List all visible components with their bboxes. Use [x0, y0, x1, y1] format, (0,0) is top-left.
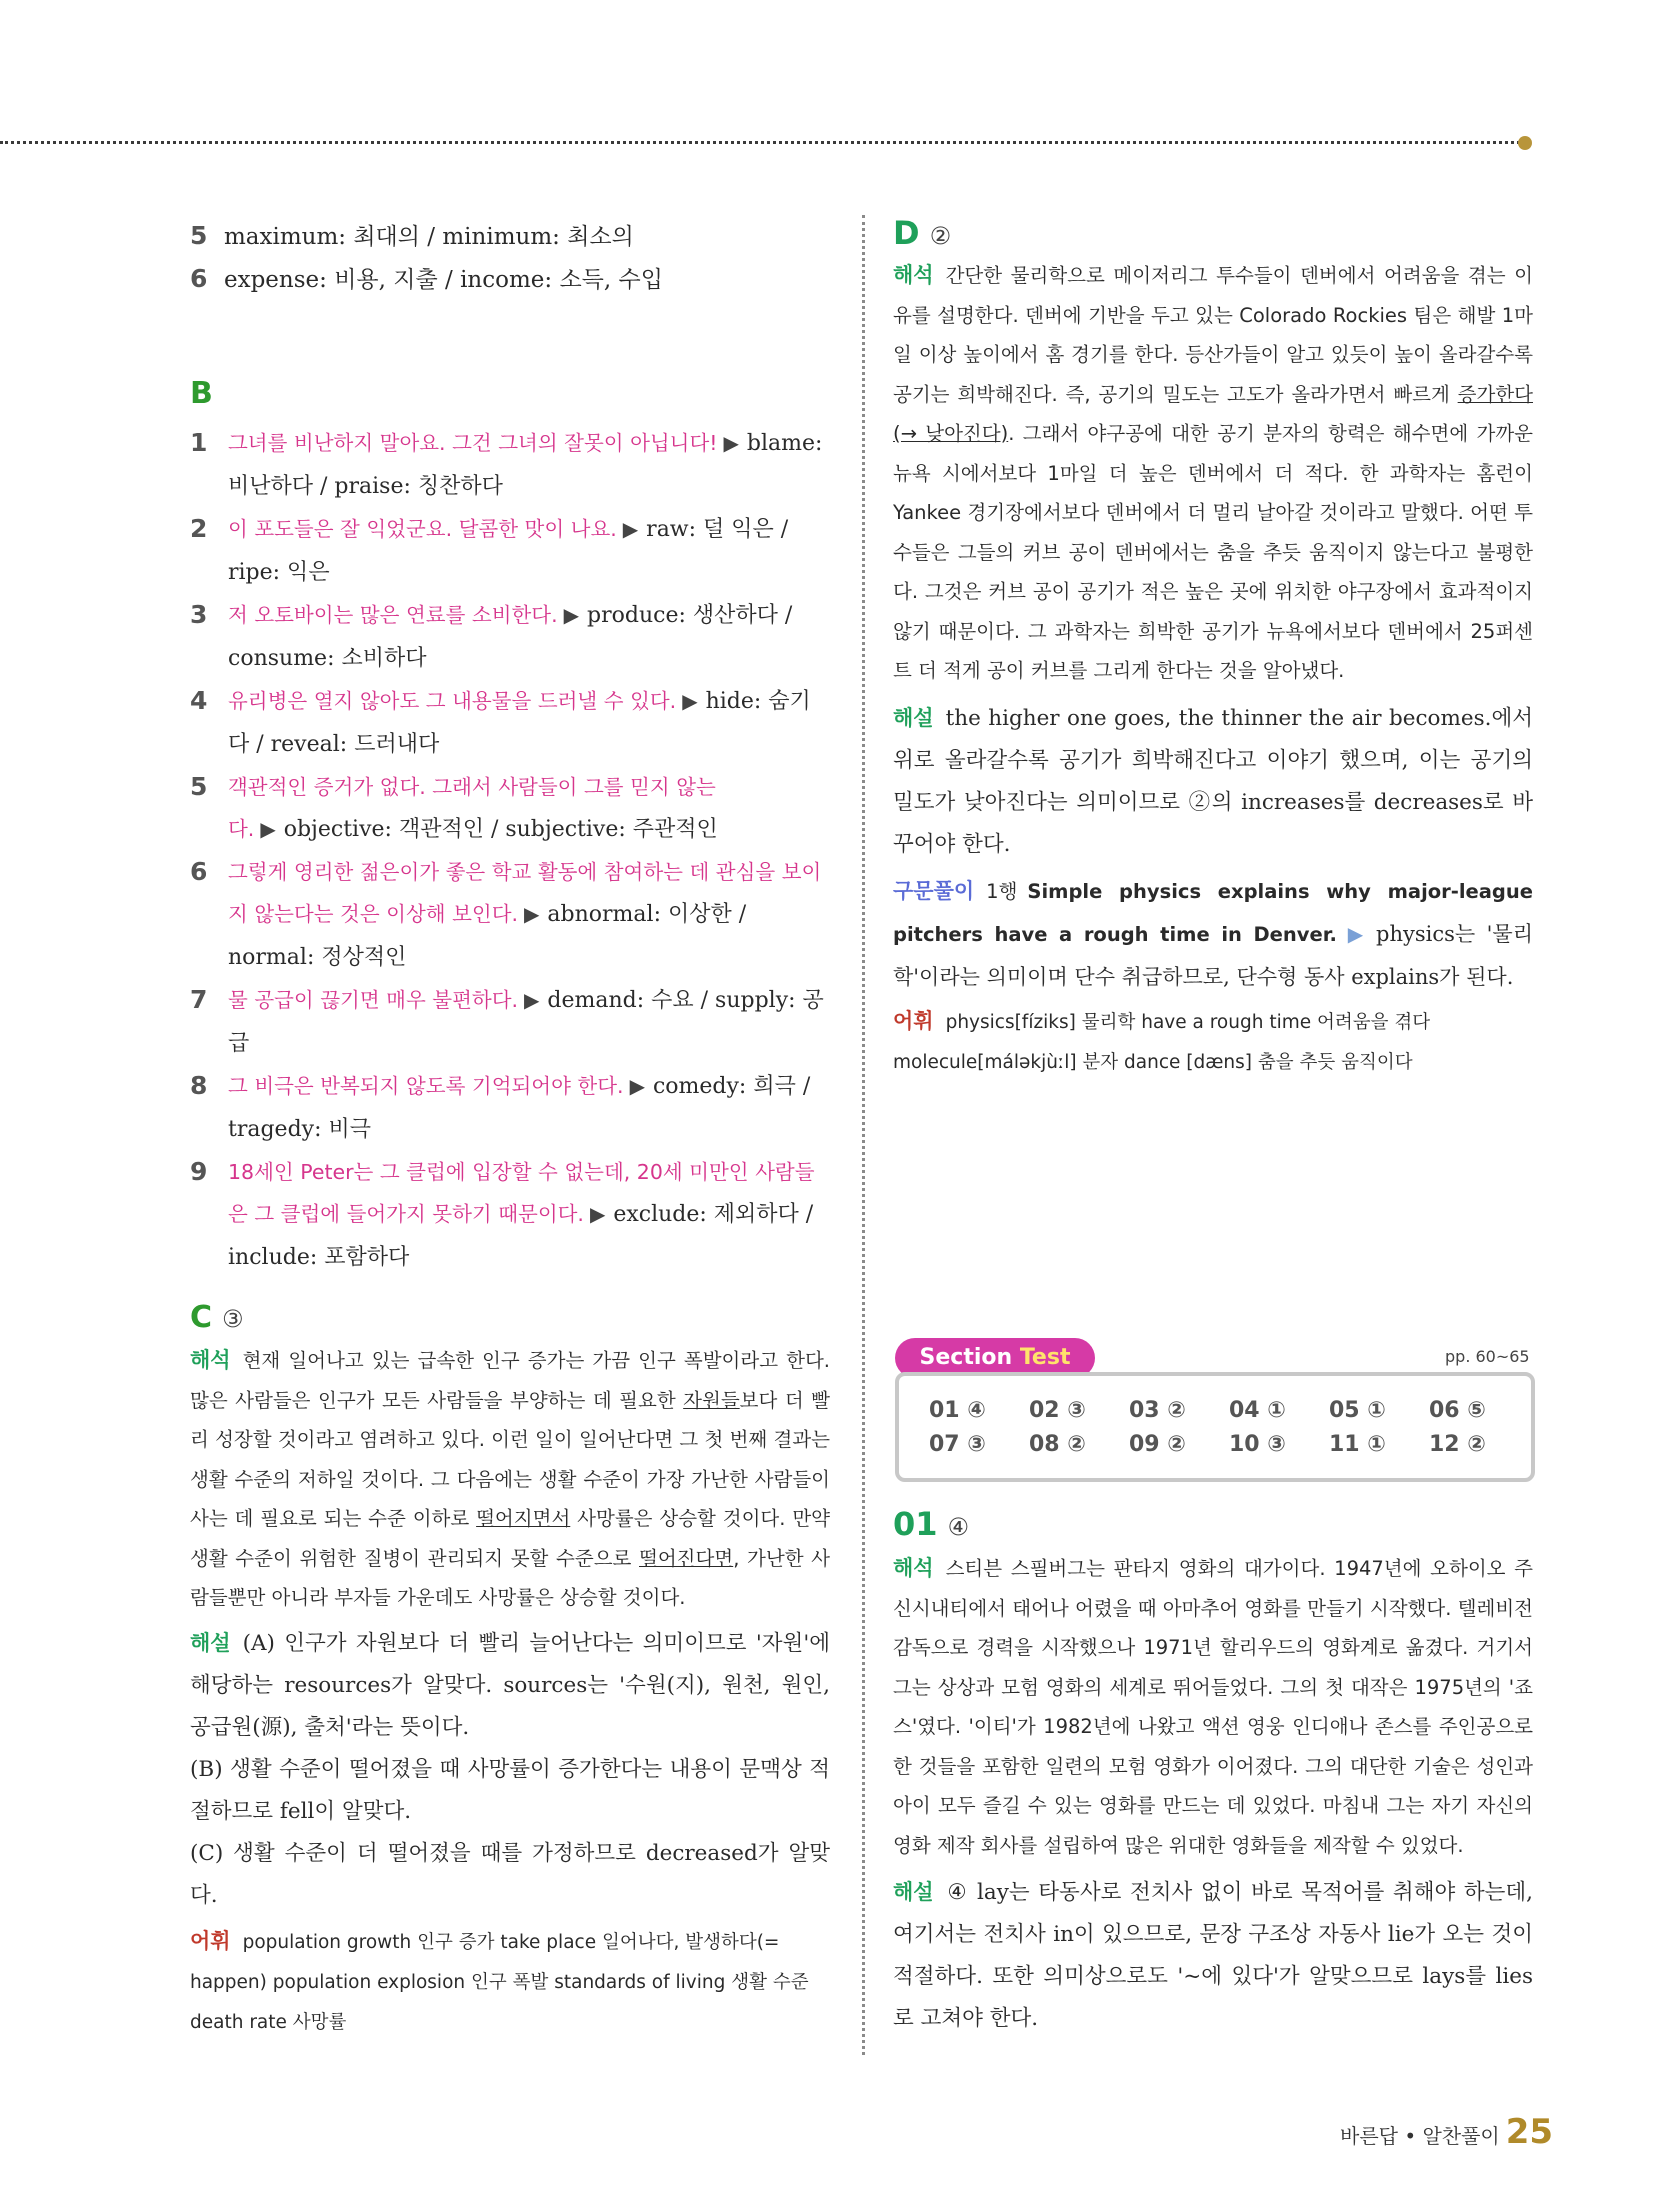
- left-column: [190, 215, 830, 301]
- section-b-item: [190, 1151, 830, 1279]
- gumun-sentence: Simple physics explains why major-league pitchers have a rough time in Denver.: [893, 879, 1533, 946]
- haeseol-underline: 자원들: [683, 1388, 740, 1412]
- item-definition: comedy: 희극 / tragedy: 비극: [228, 1074, 811, 1142]
- section-d-gumun: [893, 870, 1533, 999]
- answer-cell: 07 ③: [929, 1432, 986, 1457]
- item-definition: raw: 덜 익은 / ripe: 익은: [228, 517, 789, 585]
- answer-cell: 03 ②: [1129, 1398, 1186, 1423]
- haeseol-text: 보다 더 빨리 성장할 것이라고 염려하고 있다. 이런 일이 일어난다면 그 첫 번째 결과는 생활 수준의 저하일 것이다. 그 다음에는 생활 수준이 가장 가난한 사람들이 사는 데 필요로 되는 수준 이하로: [190, 1388, 830, 1530]
- answer-cell: 10 ③: [1229, 1432, 1286, 1457]
- section-d-answer: ②: [929, 222, 952, 250]
- footer-text: 바른답 • 알찬풀이: [1340, 2124, 1500, 2148]
- haeseol-text: , 가난한 사람들뿐만 아니라 부자들 가운데도 사망률은 상승할 것이다.: [190, 1546, 830, 1609]
- vocab-line-6: [190, 258, 830, 301]
- haeseol-text: 간단한 물리학으로 메이저리그 투수들이 덴버에서 어려움을 겪는 이유를 설명한다. 덴버에 기반을 두고 있는 Colorado Rockies 팀은 해발 1마일 이상 높이에서 홈 경기를 한다. 등산가들이 알고 있듯이 높이 올라갈수록 공기는 희박해진다. 즉, 공기의 밀도는 고도가 올라가면서 빠르게: [893, 264, 1533, 406]
- triangle-arrow-icon: ▶: [629, 1074, 645, 1098]
- explanation-c: (C) 생활 수준이 더 떨어졌을 때를 가정하므로 decreased가 알맞다.: [190, 1840, 830, 1908]
- badge-text-a: Section: [919, 1345, 1020, 1370]
- haeseol-text: . 그래서 야구공에 대한 공기 분자의 항력은 해수면에 가까운 뉴욕 시에서보다 1마일 더 높은 덴버에서 더 적다. 한 과학자는 홈런이 Yankee 경기장에서보다 덴버에서 더 멀리 날아갈 것이라고 말했다. 어떤 투수들은 그들의 커브 공이 덴버에서는 춤을 추듯 움직이지 않는다고 불평한다. 그것은 커브 공이 공기가 적은 높은 곳에 위치한 야구장에서 효과적이지 않기 때문이다. 그 과학자는 희박한 공기가 뉴욕에서보다 덴버에서 25퍼센트 더 적게 공이 커브를 그리게 한다는 것을 알아냈다.: [893, 422, 1533, 682]
- badge-text-b: Test: [1019, 1345, 1071, 1370]
- haeseol-text: 스티븐 스필버그는 판타지 영화의 대가이다. 1947년에 오하이오 주 신시내티에서 태어나 어렸을 때 아마추어 영화를 만들기 시작했다. 텔레비전 감독으로 경력을 시작했으나 1971년 할리우드의 영화계로 옮겼다. 거기서 그는 상상과 모험 영화의 세계로 뛰어들었다. 그의 첫 대작은 1975년의 '죠스'였다. '이티'가 1982년에 나왔고 액션 영웅 인디애나 존스를 주인공으로 한 것들을 포함한 일련의 모험 영화가 이어졌다. 그의 대단한 기술은 성인과 아이 모두 즐길 수 있는 영화를 만드는 데 있었다. 마침내 그는 자기 자신의 영화 제작 회사를 설립하여 많은 위대한 영화들을 제작할 수 있었다.: [893, 1557, 1533, 1857]
- haeseol-text: 사망률은 상승할 것이다. 만약 생활 수준이 위험한 질병이 관리되지 못할 수준으로: [190, 1507, 830, 1570]
- haeseol-underline: 증가한다(→ 낮아진다): [893, 382, 1533, 445]
- item-korean: 18세인 Peter는 그 클럽에 입장할 수 없는데, 20세 미만인 사람들은 그 클럽에 들어가지 못하기 때문이다.: [228, 1160, 815, 1226]
- item-number: 9: [190, 1157, 208, 1186]
- item-korean: 그렇게 영리한 젊은이가 좋은 학교 활동에 참여하는 데 관심을 보이지 않는다는 것은 이상해 보인다.: [228, 860, 822, 926]
- section-01-answer: ④: [947, 1513, 970, 1541]
- item-number: 1: [190, 428, 208, 457]
- answer-cell: 11 ①: [1329, 1432, 1386, 1457]
- answer-row-2: [929, 1428, 1529, 1462]
- section-b-item: [190, 1065, 830, 1151]
- section-c-haeseol2: [190, 1622, 830, 1749]
- section-test-pages: pp. 60~65: [1445, 1347, 1530, 1366]
- explanation-b: (B) 생활 수준이 떨어졌을 때 사망률이 증가한다는 내용이 문맥상 적절하므로 fell이 알맞다.: [190, 1756, 830, 1824]
- item-definition: exclude: 제외하다 / include: 포함하다: [228, 1202, 814, 1270]
- section-b-item: [190, 979, 830, 1065]
- item-number: 8: [190, 1071, 208, 1100]
- section-c-label: C: [190, 1300, 213, 1335]
- haeseol-label: 해석: [893, 1556, 934, 1580]
- section-c: [190, 1300, 830, 2043]
- item-definition: blame: 비난하다 / praise: 칭찬하다: [228, 431, 823, 499]
- section-01-haeseol: [893, 1549, 1533, 1865]
- triangle-arrow-icon: ▶: [1342, 921, 1368, 946]
- answer-cell: 02 ③: [1029, 1398, 1086, 1423]
- section-01-heading: [893, 1506, 1533, 1545]
- triangle-arrow-icon: ▶: [260, 817, 276, 841]
- section-01: [893, 1506, 1533, 2040]
- item-number: 2: [190, 514, 208, 543]
- item-korean: 유리병은 열지 않아도 그 내용물을 드러낼 수 있다.: [228, 689, 677, 713]
- page-number: 25: [1505, 2112, 1554, 2152]
- section-c-answer: ③: [222, 1305, 244, 1333]
- section-c-vocab: [190, 1921, 830, 2043]
- section-01-haeseol2: [893, 1871, 1533, 2040]
- item-korean: 이 포도들은 잘 익었군요. 달콤한 맛이 나요.: [228, 517, 617, 541]
- section-test-answer-box: [895, 1372, 1535, 1482]
- section-c-heading: [190, 1300, 830, 1335]
- answer-cell: 06 ⑤: [1429, 1398, 1486, 1423]
- top-dotted-rule: [0, 141, 1526, 144]
- answer-grid: [929, 1394, 1529, 1462]
- section-01-label: 01: [893, 1505, 938, 1543]
- item-korean: 객관적인 증거가 없다. 그래서 사람들이 그를 믿지 않는다.: [228, 775, 716, 841]
- item-korean: 물 공급이 끊기면 매우 불편하다.: [228, 988, 519, 1012]
- item-number: 7: [190, 985, 208, 1014]
- section-c-haeseol: [190, 1341, 830, 1618]
- item-number: 6: [190, 857, 208, 886]
- vocab-text: population growth 인구 증가 take place 일어나다, 발생하다(= happen) population explosion 인구 폭발 standards of living 생활 수준 death rate 사망률: [190, 1931, 809, 2033]
- item-number: 4: [190, 686, 208, 715]
- haeseol2-label: 해설: [190, 1630, 231, 1655]
- triangle-arrow-icon: ▶: [524, 902, 540, 926]
- haeseol-label: 해석: [893, 263, 934, 287]
- section-d: [893, 215, 1533, 1083]
- haeseol2-text: ④ lay는 타동사로 전치사 없이 바로 목적어를 취해야 하는데, 여기서는 전치사 in이 있으므로, 문장 구조상 자동사 lie가 오는 것이 적절하다. 또한 의미상으로도 '~에 있다'가 알맞으므로 lays를 lies로 고쳐야 한다.: [893, 1880, 1533, 2031]
- gumun-label: 구문풀이: [893, 878, 975, 903]
- triangle-arrow-icon: ▶: [622, 517, 639, 541]
- answer-cell: 08 ②: [1029, 1432, 1086, 1457]
- haeseol2-label: 해설: [893, 705, 934, 730]
- section-b-item: [190, 851, 830, 979]
- section-d-label: D: [893, 214, 920, 252]
- item-definition: produce: 생산하다 / consume: 소비하다: [228, 603, 793, 671]
- vocab-label: 어휘: [190, 1928, 231, 1953]
- vocab-text: maximum: 최대의 / minimum: 최소의: [224, 224, 634, 250]
- section-d-heading: [893, 215, 1533, 254]
- vocab-line-5: [190, 215, 830, 258]
- item-korean: 저 오토바이는 많은 연료를 소비한다.: [228, 603, 558, 627]
- answer-cell: 12 ②: [1429, 1432, 1486, 1457]
- section-b-item: [190, 594, 830, 680]
- answer-cell: 04 ①: [1229, 1398, 1286, 1423]
- item-number: 5: [190, 772, 208, 801]
- item-korean: 그녀를 비난하지 말아요. 그건 그녀의 잘못이 아닙니다!: [228, 431, 718, 455]
- haeseol-underline: 떨어진다면: [639, 1546, 734, 1570]
- answer-row-1: [929, 1394, 1529, 1428]
- item-definition: demand: 수요 / supply: 공급: [228, 988, 824, 1056]
- answer-cell: 05 ①: [1329, 1398, 1386, 1423]
- triangle-arrow-icon: ▶: [723, 431, 739, 455]
- haeseol2-text: the higher one goes, the thinner the air becomes.에서 위로 올라갈수록 공기가 희박해진다고 이야기 했으며, 이는 공기의 밀도가 낮아진다는 의미이므로 ②의 increases를 decreases로 바꾸어야 한다.: [893, 705, 1533, 857]
- explanation-a: (A) 인구가 자원보다 더 빨리 늘어난다는 의미이므로 '자원'에 해당하는 resources가 알맞다. sources는 '수원(지), 원천, 원인, 공급원(源), 출처'라는 뜻이다.: [190, 1630, 830, 1740]
- section-b: [190, 376, 830, 411]
- answer-cell: 09 ②: [1129, 1432, 1186, 1457]
- item-definition: objective: 객관적인 / subjective: 주관적인: [283, 817, 718, 842]
- section-d-haeseol2: [893, 697, 1533, 866]
- section-d-haeseol: [893, 256, 1533, 691]
- top-rule-dot: [1518, 136, 1532, 150]
- gumun-explanation: physics는 '물리학'이라는 의미이며 단수 취급하므로, 단수형 동사 explains가 된다.: [893, 921, 1533, 989]
- section-b-item: [190, 680, 830, 766]
- item-definition: abnormal: 이상한 / normal: 정상적인: [228, 902, 747, 970]
- section-b-heading: B: [190, 376, 213, 411]
- haeseol-label: 해석: [190, 1348, 231, 1372]
- haeseol-text: 현재 일어나고 있는 급속한 인구 증가는 가끔 인구 폭발이라고 한다. 많은 사람들은 인구가 모든 사람들을 부양하는 데 필요한: [190, 1349, 830, 1412]
- triangle-arrow-icon: ▶: [563, 603, 580, 627]
- column-separator: [862, 215, 865, 2055]
- triangle-arrow-icon: ▶: [589, 1202, 606, 1226]
- vocab-text: expense: 비용, 지출 / income: 소득, 수입: [224, 267, 663, 293]
- section-b-item: [190, 766, 830, 851]
- haeseol-underline: 떨어지면서: [476, 1507, 571, 1530]
- section-b-item: [190, 422, 830, 508]
- item-number: 3: [190, 600, 208, 629]
- section-d-vocab: [893, 1001, 1533, 1083]
- item-definition: hide: 숨기다 / reveal: 드러내다: [228, 689, 811, 757]
- haeseol2-label: 해설: [893, 1880, 934, 1904]
- vocab-number: 6: [190, 264, 208, 293]
- page-footer: [1340, 2112, 1553, 2152]
- section-b-items: [190, 422, 830, 1279]
- gumun-line: 1행: [986, 879, 1018, 903]
- answer-cell: 01 ④: [929, 1398, 986, 1423]
- triangle-arrow-icon: ▶: [524, 988, 540, 1012]
- vocab-label: 어휘: [893, 1008, 934, 1033]
- vocab-number: 5: [190, 221, 208, 250]
- triangle-arrow-icon: ▶: [682, 689, 698, 713]
- section-b-item: [190, 508, 830, 594]
- item-korean: 그 비극은 반복되지 않도록 기억되어야 한다.: [228, 1074, 624, 1098]
- vocab-text: physics[fíziks] 물리학 have a rough time 어려움을 겪다 molecule[máləkjùːl] 분자 dance [dæns] 춤을 추듯 움직이다: [893, 1011, 1431, 1073]
